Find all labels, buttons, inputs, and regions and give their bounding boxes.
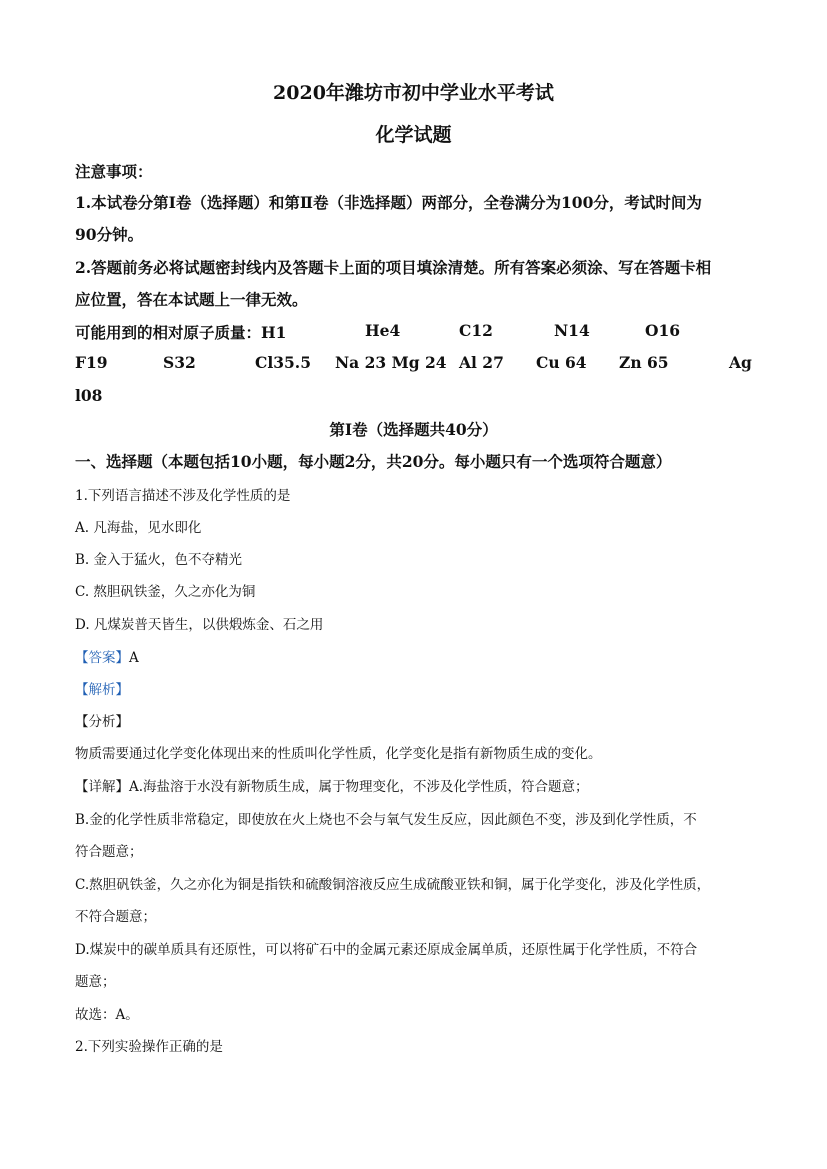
question-2-stem: 2.下列实验操作正确的是 bbox=[75, 1039, 223, 1055]
atomic-mass-row-2 bbox=[75, 353, 752, 373]
atomic-mass-f: F19 bbox=[75, 353, 108, 372]
question-1-option-b: B. 金入于猛火，色不夺精光 bbox=[75, 552, 243, 568]
question-1-option-c: C. 熬胆矾铁釜，久之亦化为铜 bbox=[75, 584, 256, 600]
exam-title: 2020年潍坊市初中学业水平考试 bbox=[273, 82, 554, 104]
notice-item-1: 1.本试卷分第Ⅰ卷（选择题）和第Ⅱ卷（非选择题）两部分，全卷满分为100分，考试时间为 bbox=[75, 193, 702, 212]
question-1-option-a: A. 凡海盐，见水即化 bbox=[75, 520, 202, 536]
atomic-mass-label: 可能用到的相对原子质量：H1 bbox=[75, 323, 287, 342]
section-title: 第I卷（选择题共40分） bbox=[329, 420, 498, 439]
question-1-stem: 1.下列语言描述不涉及化学性质的是 bbox=[75, 488, 291, 504]
detail-line-2: B.金的化学性质非常稳定，即使放在火上烧也不会与氧气发生反应，因此颜色不变，涉及到化学性质，不 bbox=[75, 812, 697, 828]
question-1-conclusion: 故选：A。 bbox=[75, 1007, 139, 1023]
notice-heading: 注意事项： bbox=[75, 162, 153, 181]
atomic-mass-cu: Cu 64 bbox=[536, 353, 587, 372]
atomic-mass-ag: Ag bbox=[729, 353, 752, 372]
atomic-mass-row-1 bbox=[75, 321, 752, 341]
answer-tag: 【答案】 bbox=[75, 650, 129, 666]
atomic-mass-na-mg: Na 23 Mg 24 bbox=[335, 353, 447, 372]
part-one-heading: 一、选择题（本题包括10小题，每小题2分，共20分。每小题只有一个选项符合题意） bbox=[75, 452, 672, 471]
atomic-mass-ag-value: l08 bbox=[75, 386, 103, 405]
atomic-mass-n: N14 bbox=[554, 321, 590, 340]
answer-value: A bbox=[129, 650, 139, 666]
atomic-mass-cl: Cl35.5 bbox=[255, 353, 311, 372]
fenxi-text: 物质需要通过化学变化体现出来的性质叫化学性质，化学变化是指有新物质生成的变化。 bbox=[75, 746, 602, 762]
atomic-mass-c: C12 bbox=[459, 321, 493, 340]
detail-line-6: D.煤炭中的碳单质具有还原性，可以将矿石中的金属元素还原成金属单质，还原性属于化学性质，不符合 bbox=[75, 942, 698, 958]
detail-line-3: 符合题意； bbox=[75, 844, 143, 860]
detail-line-4: C.熬胆矾铁釜，久之亦化为铜是指铁和硫酸铜溶液反应生成硫酸亚铁和铜，属于化学变化，涉及化学性质， bbox=[75, 877, 711, 893]
detail-line-5: 不符合题意； bbox=[75, 909, 156, 925]
atomic-mass-s: S32 bbox=[163, 353, 196, 372]
atomic-mass-al: Al 27 bbox=[459, 353, 504, 372]
notice-item-1-cont: 90分钟。 bbox=[75, 225, 144, 244]
fenxi-tag: 【分析】 bbox=[75, 714, 129, 730]
detail-line-1: 【详解】A.海盐溶于水没有新物质生成，属于物理变化，不涉及化学性质，符合题意； bbox=[75, 779, 589, 795]
atomic-mass-he: He4 bbox=[365, 321, 401, 340]
atomic-mass-o: O16 bbox=[645, 321, 681, 340]
question-1-option-d: D. 凡煤炭普天皆生，以供煅炼金、石之用 bbox=[75, 617, 324, 633]
detail-line-7: 题意； bbox=[75, 974, 116, 990]
exam-subtitle: 化学试题 bbox=[375, 124, 452, 146]
notice-item-2-cont: 应位置，答在本试题上一律无效。 bbox=[75, 290, 308, 309]
atomic-mass-zn: Zn 65 bbox=[619, 353, 669, 372]
notice-item-2: 2.答题前务必将试题密封线内及答题卡上面的项目填涂清楚。所有答案必须涂、写在答题卡相 bbox=[75, 258, 712, 277]
question-1-answer bbox=[75, 646, 752, 666]
analysis-tag: 【解析】 bbox=[75, 682, 129, 698]
